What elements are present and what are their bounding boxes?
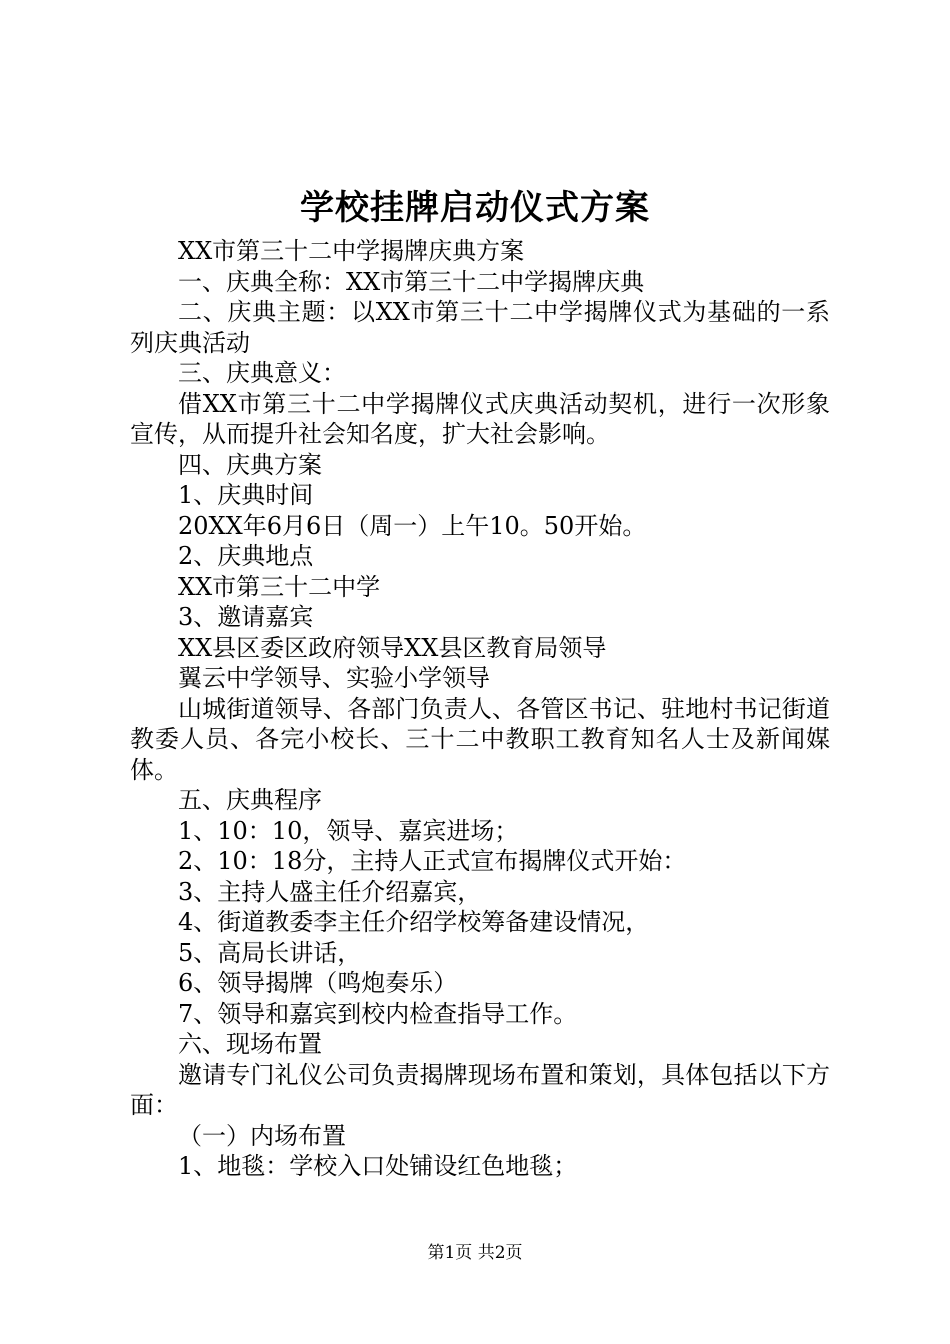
paragraph: 1、地毯：学校入口处铺设红色地毯；	[178, 1152, 578, 1180]
paragraph: 翼云中学领导、实验小学领导	[178, 664, 490, 692]
paragraph: 5、高局长讲话，	[178, 938, 362, 967]
paragraph: 三、庆典意义：	[178, 359, 346, 387]
paragraph: 山城街道领导、各部门负责人、各管区书记、驻地村书记街道教委人员、各完小校长、三十二中教职工教育知名人士及新闻媒体。	[130, 694, 830, 784]
paragraph: 一、庆典全称：XX市第三十二中学揭牌庆典	[178, 267, 645, 296]
document-body	[130, 236, 830, 1182]
paragraph: （一）内场布置	[178, 1121, 346, 1150]
page-footer: 第1页 共2页	[427, 1243, 523, 1263]
paragraph: 四、庆典方案	[178, 450, 322, 479]
paragraph: 1、庆典时间	[178, 481, 314, 509]
document-title: 学校挂牌启动仪式方案	[300, 188, 650, 228]
paragraph: 3、主持人盛主任介绍嘉宾，	[178, 877, 482, 906]
paragraph: 五、庆典程序	[178, 786, 322, 814]
paragraph: 借XX市第三十二中学揭牌仪式庆典活动契机，进行一次形象宣传，从而提升社会知名度，扩大社会影响。	[130, 389, 830, 448]
paragraph: 2、10：18分，主持人正式宣布揭牌仪式开始：	[178, 847, 687, 875]
paragraph: 六、现场布置	[178, 1030, 322, 1058]
paragraph: 2、庆典地点	[178, 542, 314, 570]
paragraph: 1、10：10，领导、嘉宾进场；	[178, 816, 519, 845]
paragraph: 4、街道教委李主任介绍学校筹备建设情况，	[178, 908, 650, 936]
paragraph: 20XX年6月6日（周一）上午10。50开始。	[178, 511, 647, 540]
paragraph: 6、领导揭牌（鸣炮奏乐）	[178, 969, 458, 997]
paragraph: 7、领导和嘉宾到校内检查指导工作。	[178, 999, 578, 1028]
paragraph: XX县区委区政府领导XX县区教育局领导	[178, 633, 607, 662]
paragraph: 3、邀请嘉宾	[178, 603, 314, 631]
paragraph: XX市第三十二中学	[178, 572, 381, 601]
paragraph: 二、庆典主题：以XX市第三十二中学揭牌仪式为基础的一系列庆典活动	[130, 298, 830, 357]
paragraph: XX市第三十二中学揭牌庆典方案	[178, 237, 525, 265]
paragraph: 邀请专门礼仪公司负责揭牌现场布置和策划，具体包括以下方面：	[130, 1060, 830, 1119]
